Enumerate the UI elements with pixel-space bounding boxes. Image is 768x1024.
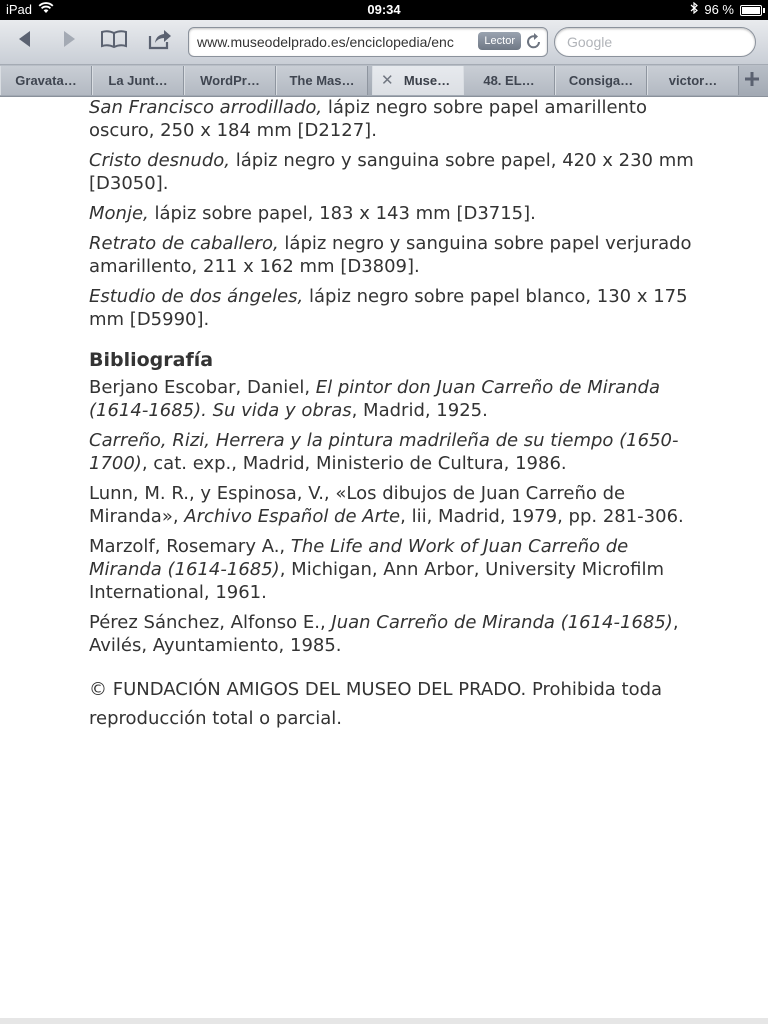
- bibliography-entry: [89, 611, 699, 657]
- work-title: Retrato de caballero,: [89, 233, 279, 254]
- tab-label: 48. EL…: [483, 73, 535, 88]
- device-label: iPad: [6, 2, 33, 17]
- bib-author: Pérez Sánchez, Alfonso E.,: [89, 612, 332, 633]
- work-description: lápiz sobre papel, 183 x 143 mm [D3715].: [148, 203, 536, 224]
- work-title: Estudio de dos ángeles,: [89, 286, 304, 307]
- work-entry: [89, 285, 699, 331]
- bib-details: , cat. exp., Madrid, Ministerio de Cultura, 1986.: [141, 453, 567, 474]
- share-icon: [147, 28, 173, 54]
- bibliography-entry: [89, 429, 699, 475]
- work-description: lápiz negro y sanguina sobre papel, 420 x 230 mm [D3050].: [89, 150, 694, 194]
- work-description: lápiz negro sobre papel amarillento oscuro, 250 x 184 mm [D2127].: [89, 97, 647, 141]
- status-bar: [0, 0, 768, 20]
- bib-author: Berjano Escobar, Daniel,: [89, 377, 316, 398]
- work-entry: [89, 96, 699, 142]
- forward-button[interactable]: [52, 26, 86, 56]
- tab-label: Muse…: [403, 73, 451, 88]
- work-title: San Francisco arrodillado,: [89, 97, 323, 118]
- bookmarks-button[interactable]: [97, 26, 131, 56]
- bluetooth-icon: [690, 2, 698, 17]
- tab-label: The Mas…: [289, 73, 355, 88]
- clock: 09:34: [367, 2, 401, 17]
- bib-title: El pintor don Juan Carreño de Miranda (1614-1685). Su vida y obras: [89, 377, 661, 421]
- tab-label: La Junt…: [108, 73, 168, 88]
- tab[interactable]: [276, 66, 368, 95]
- tab[interactable]: [0, 66, 92, 95]
- share-button[interactable]: [143, 26, 177, 56]
- tab-label: victor…: [668, 73, 718, 88]
- tab[interactable]: [647, 66, 739, 95]
- reload-icon[interactable]: [526, 32, 542, 50]
- address-bar[interactable]: [188, 27, 548, 57]
- back-button[interactable]: [8, 26, 42, 56]
- tab-active[interactable]: [372, 66, 464, 95]
- copyright-notice: © FUNDACIÓN AMIGOS DEL MUSEO DEL PRADO. Prohibida toda reproducción total o parcial.: [89, 679, 663, 729]
- tab[interactable]: [92, 66, 184, 95]
- bib-details: , lii, Madrid, 1979, pp. 281-306.: [400, 506, 684, 527]
- close-tab-icon[interactable]: ✕: [381, 72, 394, 89]
- bib-details: , Michigan, Ann Arbor, University Microfilm International, 1961.: [89, 559, 664, 603]
- battery-percent: 96 %: [704, 2, 734, 17]
- forward-arrow-icon: [60, 29, 78, 53]
- work-description: lápiz negro y sanguina sobre papel verjurado amarillento, 211 x 162 mm [D3809].: [89, 233, 692, 277]
- tab-label: WordPr…: [200, 73, 260, 88]
- url-text[interactable]: www.museodelprado.es/enciclopedia/enc: [197, 34, 454, 50]
- tab-label: Gravata…: [15, 73, 77, 88]
- book-icon: [100, 29, 128, 53]
- reader-button[interactable]: Lector: [478, 32, 521, 50]
- work-entry: [89, 232, 699, 278]
- bib-title: Carreño, Rizi, Herrera y la pintura madrileña de su tiempo (1650-1700): [89, 430, 679, 474]
- tab-bar: [0, 65, 768, 97]
- bottom-edge: [0, 1018, 768, 1024]
- work-title: Monje,: [89, 203, 149, 224]
- battery-fill: [742, 7, 760, 14]
- search-placeholder: Google: [567, 34, 613, 50]
- bib-title: The Life and Work of Juan Carreño de Miranda (1614-1685): [89, 536, 629, 580]
- bib-author: Lunn, M. R., y Espinosa, V., «Los dibujos de Juan Carreño de Miranda»,: [89, 483, 626, 527]
- work-entry: [89, 149, 699, 195]
- bibliography-entry: [89, 376, 699, 422]
- bibliography-heading: Bibliografía: [89, 349, 214, 371]
- bib-details: , Avilés, Ayuntamiento, 1985.: [89, 612, 679, 656]
- plus-icon: [744, 71, 760, 91]
- tab[interactable]: [463, 66, 555, 95]
- search-field[interactable]: [554, 27, 756, 57]
- work-title: Cristo desnudo,: [89, 150, 230, 171]
- tab-label: Consiga…: [568, 73, 634, 88]
- bib-title: Archivo Español de Arte: [184, 506, 401, 527]
- battery-icon: [740, 5, 762, 16]
- bibliography-entry: [89, 482, 699, 528]
- work-description: lápiz negro sobre papel blanco, 130 x 175 mm [D5990].: [89, 286, 688, 330]
- bibliography-entry: [89, 535, 699, 604]
- tab[interactable]: [184, 66, 276, 95]
- work-entry: [89, 202, 699, 225]
- bib-details: , Madrid, 1925.: [351, 400, 488, 421]
- new-tab-button[interactable]: [736, 66, 768, 95]
- browser-toolbar: [0, 20, 768, 65]
- article-content: [89, 96, 699, 733]
- tab[interactable]: [555, 66, 647, 95]
- bib-author: Marzolf, Rosemary A.,: [89, 536, 291, 557]
- back-arrow-icon: [16, 29, 34, 53]
- bib-title: Juan Carreño de Miranda (1614-1685): [331, 612, 673, 633]
